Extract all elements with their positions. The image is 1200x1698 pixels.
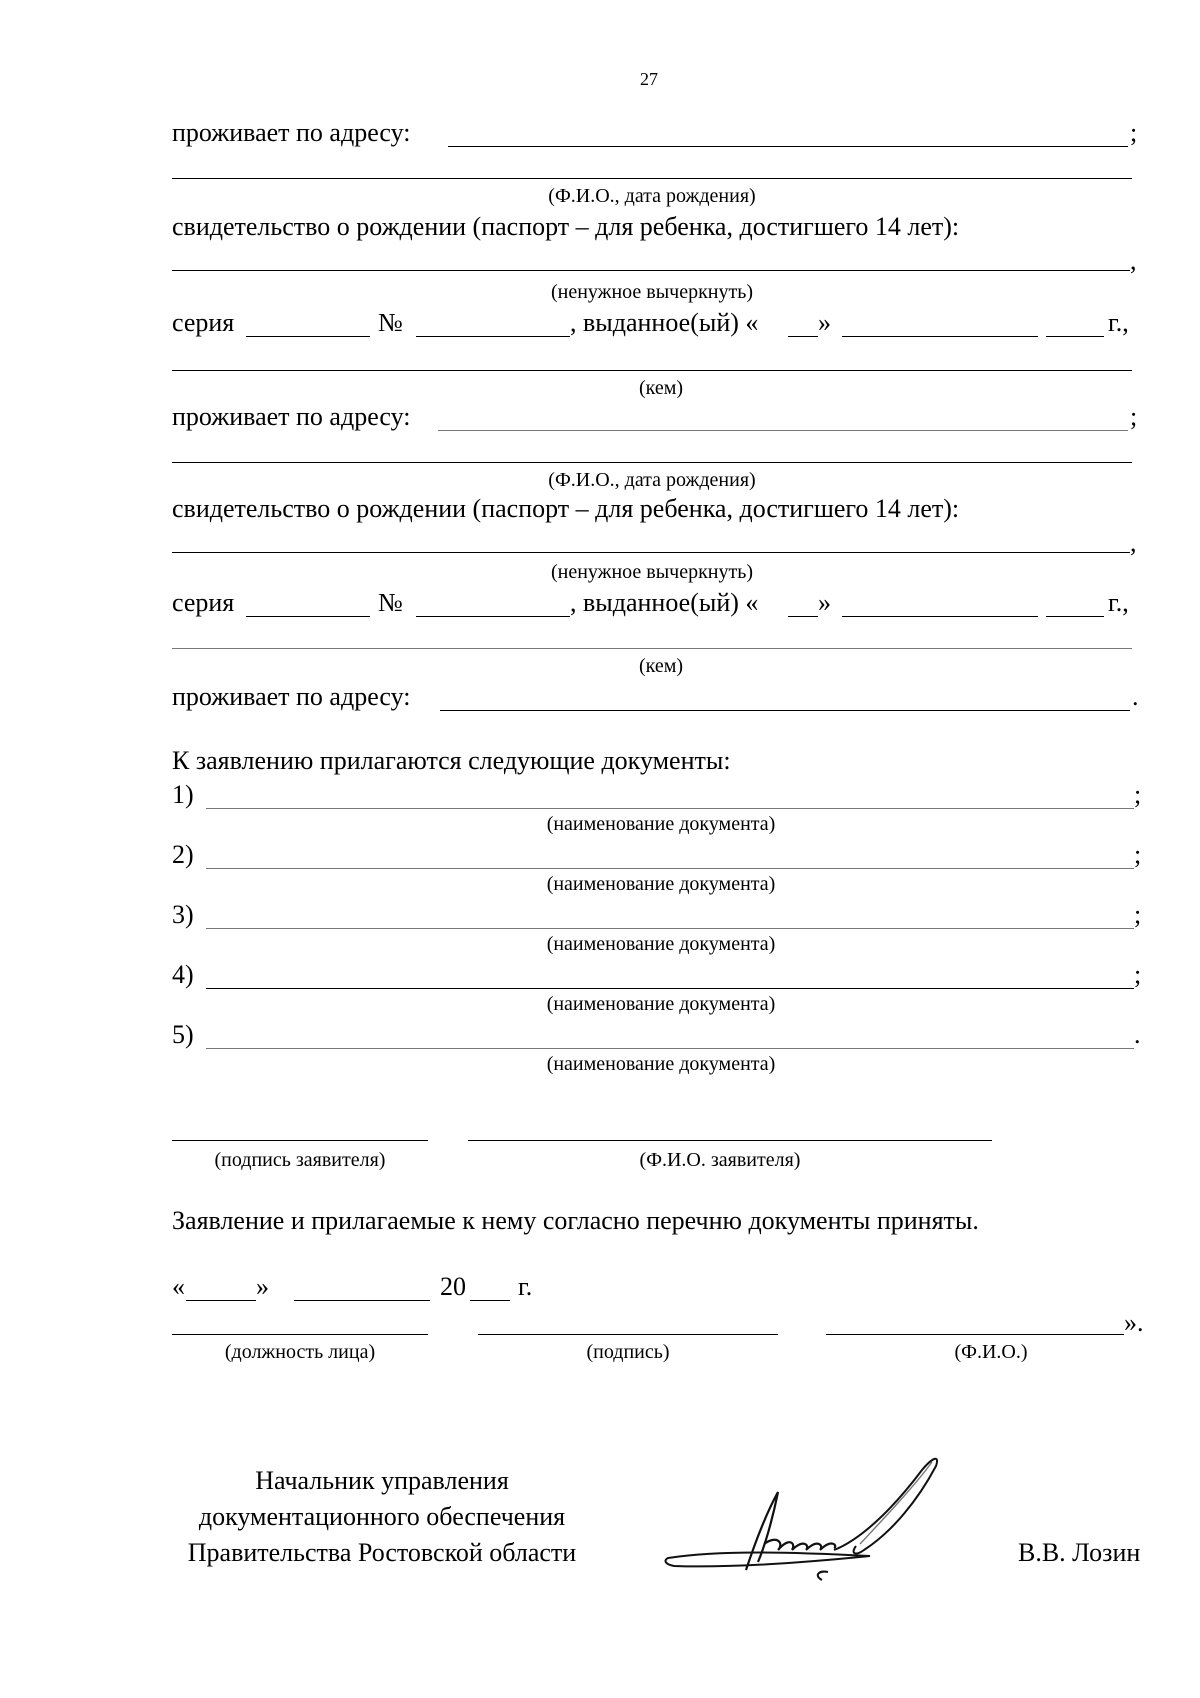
footer-title-line2: документационного обеспечения [198,1502,566,1531]
year-suffix: г., [1108,588,1129,617]
attachment-field[interactable] [206,988,1134,989]
attachment-end: ; [1134,780,1142,809]
year-prefix: 20 [440,1272,466,1301]
series-label: серия [172,308,235,337]
number-sign: № [378,588,403,617]
date-close-quote: » [256,1272,269,1301]
footer-title-line1: Начальник управления [255,1466,509,1495]
certificate-label: свидетельство о рождении (паспорт – для ребенка, достигшего 14 лет): [172,494,960,523]
attachment-number: 2) [172,840,194,869]
certificate-end: , [1130,528,1137,557]
attachment-hint: (наименование документа) [546,933,776,955]
official-name-field[interactable] [826,1334,1124,1335]
issued-day-field[interactable] [788,336,818,337]
certificate-field[interactable] [172,270,1130,271]
attachment-end: ; [1134,960,1142,989]
issuer-field[interactable] [172,648,1132,649]
address-label: проживает по адресу: [172,402,411,431]
fio-hint: (Ф.И.О., дата рождения) [548,185,756,207]
attachment-end: ; [1134,900,1142,929]
strike-hint: (ненужное вычеркнуть) [550,281,754,303]
fio-field[interactable] [172,178,1132,179]
certificate-end: , [1130,246,1137,275]
attachment-hint: (наименование документа) [546,813,776,835]
official-signature-field[interactable] [478,1334,778,1335]
applicant-name-field[interactable] [468,1140,992,1141]
attachment-end: ; [1134,840,1142,869]
number-field[interactable] [416,616,570,617]
certificate-field[interactable] [172,552,1130,553]
certificate-label: свидетельство о рождении (паспорт – для ребенка, достигшего 14 лет): [172,212,960,241]
official-name-hint: (Ф.И.О.) [954,1341,1028,1363]
series-field[interactable] [246,616,370,617]
issued-year-field[interactable] [1046,616,1104,617]
attachment-hint: (наименование документа) [546,993,776,1015]
final-address-label: проживает по адресу: [172,682,411,711]
handwritten-signature [660,1440,1000,1590]
attachment-hint: (наименование документа) [546,873,776,895]
position-hint: (должность лица) [224,1341,376,1363]
issued-year-field[interactable] [1046,336,1104,337]
quote-close: » [818,308,831,337]
number-sign: № [378,308,403,337]
series-label: серия [172,588,235,617]
issued-month-field[interactable] [842,336,1038,337]
attachment-number: 5) [172,1020,194,1049]
series-field[interactable] [246,336,370,337]
attachment-number: 4) [172,960,194,989]
attachments-heading: К заявлению прилагаются следующие документы: [172,746,731,775]
strike-hint: (ненужное вычеркнуть) [550,561,754,583]
final-address-field[interactable] [440,710,1130,711]
issued-label: , выданное(ый) « [570,588,759,617]
footer-title-line3: Правительства Ростовской области [187,1538,577,1567]
attachment-field[interactable] [206,808,1134,809]
signer-name: В.В. Лозин [1018,1538,1141,1567]
fio-hint: (Ф.И.О., дата рождения) [548,469,756,491]
attachment-field[interactable] [206,1048,1134,1049]
issued-label: , выданное(ый) « [570,308,759,337]
accept-year-field[interactable] [470,1300,510,1301]
issued-day-field[interactable] [788,616,818,617]
closing-quote: ». [1124,1308,1144,1337]
number-field[interactable] [416,336,570,337]
final-address-end: . [1132,682,1139,711]
issued-month-field[interactable] [842,616,1038,617]
page-number: 27 [640,69,658,89]
issuer-field[interactable] [172,370,1132,371]
applicant-signature-hint: (подпись заявителя) [214,1149,386,1171]
address-field[interactable] [448,146,1128,147]
applicant-name-hint: (Ф.И.О. заявителя) [639,1149,801,1171]
applicant-signature-field[interactable] [172,1140,428,1141]
accept-year-suffix: г. [518,1272,533,1301]
official-signature-hint: (подпись) [586,1341,670,1363]
address-field[interactable] [438,430,1128,431]
address-end: ; [1130,118,1138,147]
acceptance-statement: Заявление и прилагаемые к нему согласно перечню документы приняты. [172,1206,979,1235]
attachment-field[interactable] [206,868,1134,869]
attachment-field[interactable] [206,928,1134,929]
attachment-hint: (наименование документа) [546,1053,776,1075]
accept-day-field[interactable] [186,1300,256,1301]
issuer-hint: (кем) [638,655,684,677]
year-suffix: г., [1108,308,1129,337]
address-end: ; [1130,402,1138,431]
position-field[interactable] [172,1334,428,1335]
date-open-quote: « [172,1272,185,1301]
fio-field[interactable] [172,462,1132,463]
attachment-end: . [1134,1020,1141,1049]
quote-close: » [818,588,831,617]
attachment-number: 1) [172,780,194,809]
address-label: проживает по адресу: [172,118,411,147]
accept-month-field[interactable] [294,1300,430,1301]
attachment-number: 3) [172,900,194,929]
issuer-hint: (кем) [638,377,684,399]
